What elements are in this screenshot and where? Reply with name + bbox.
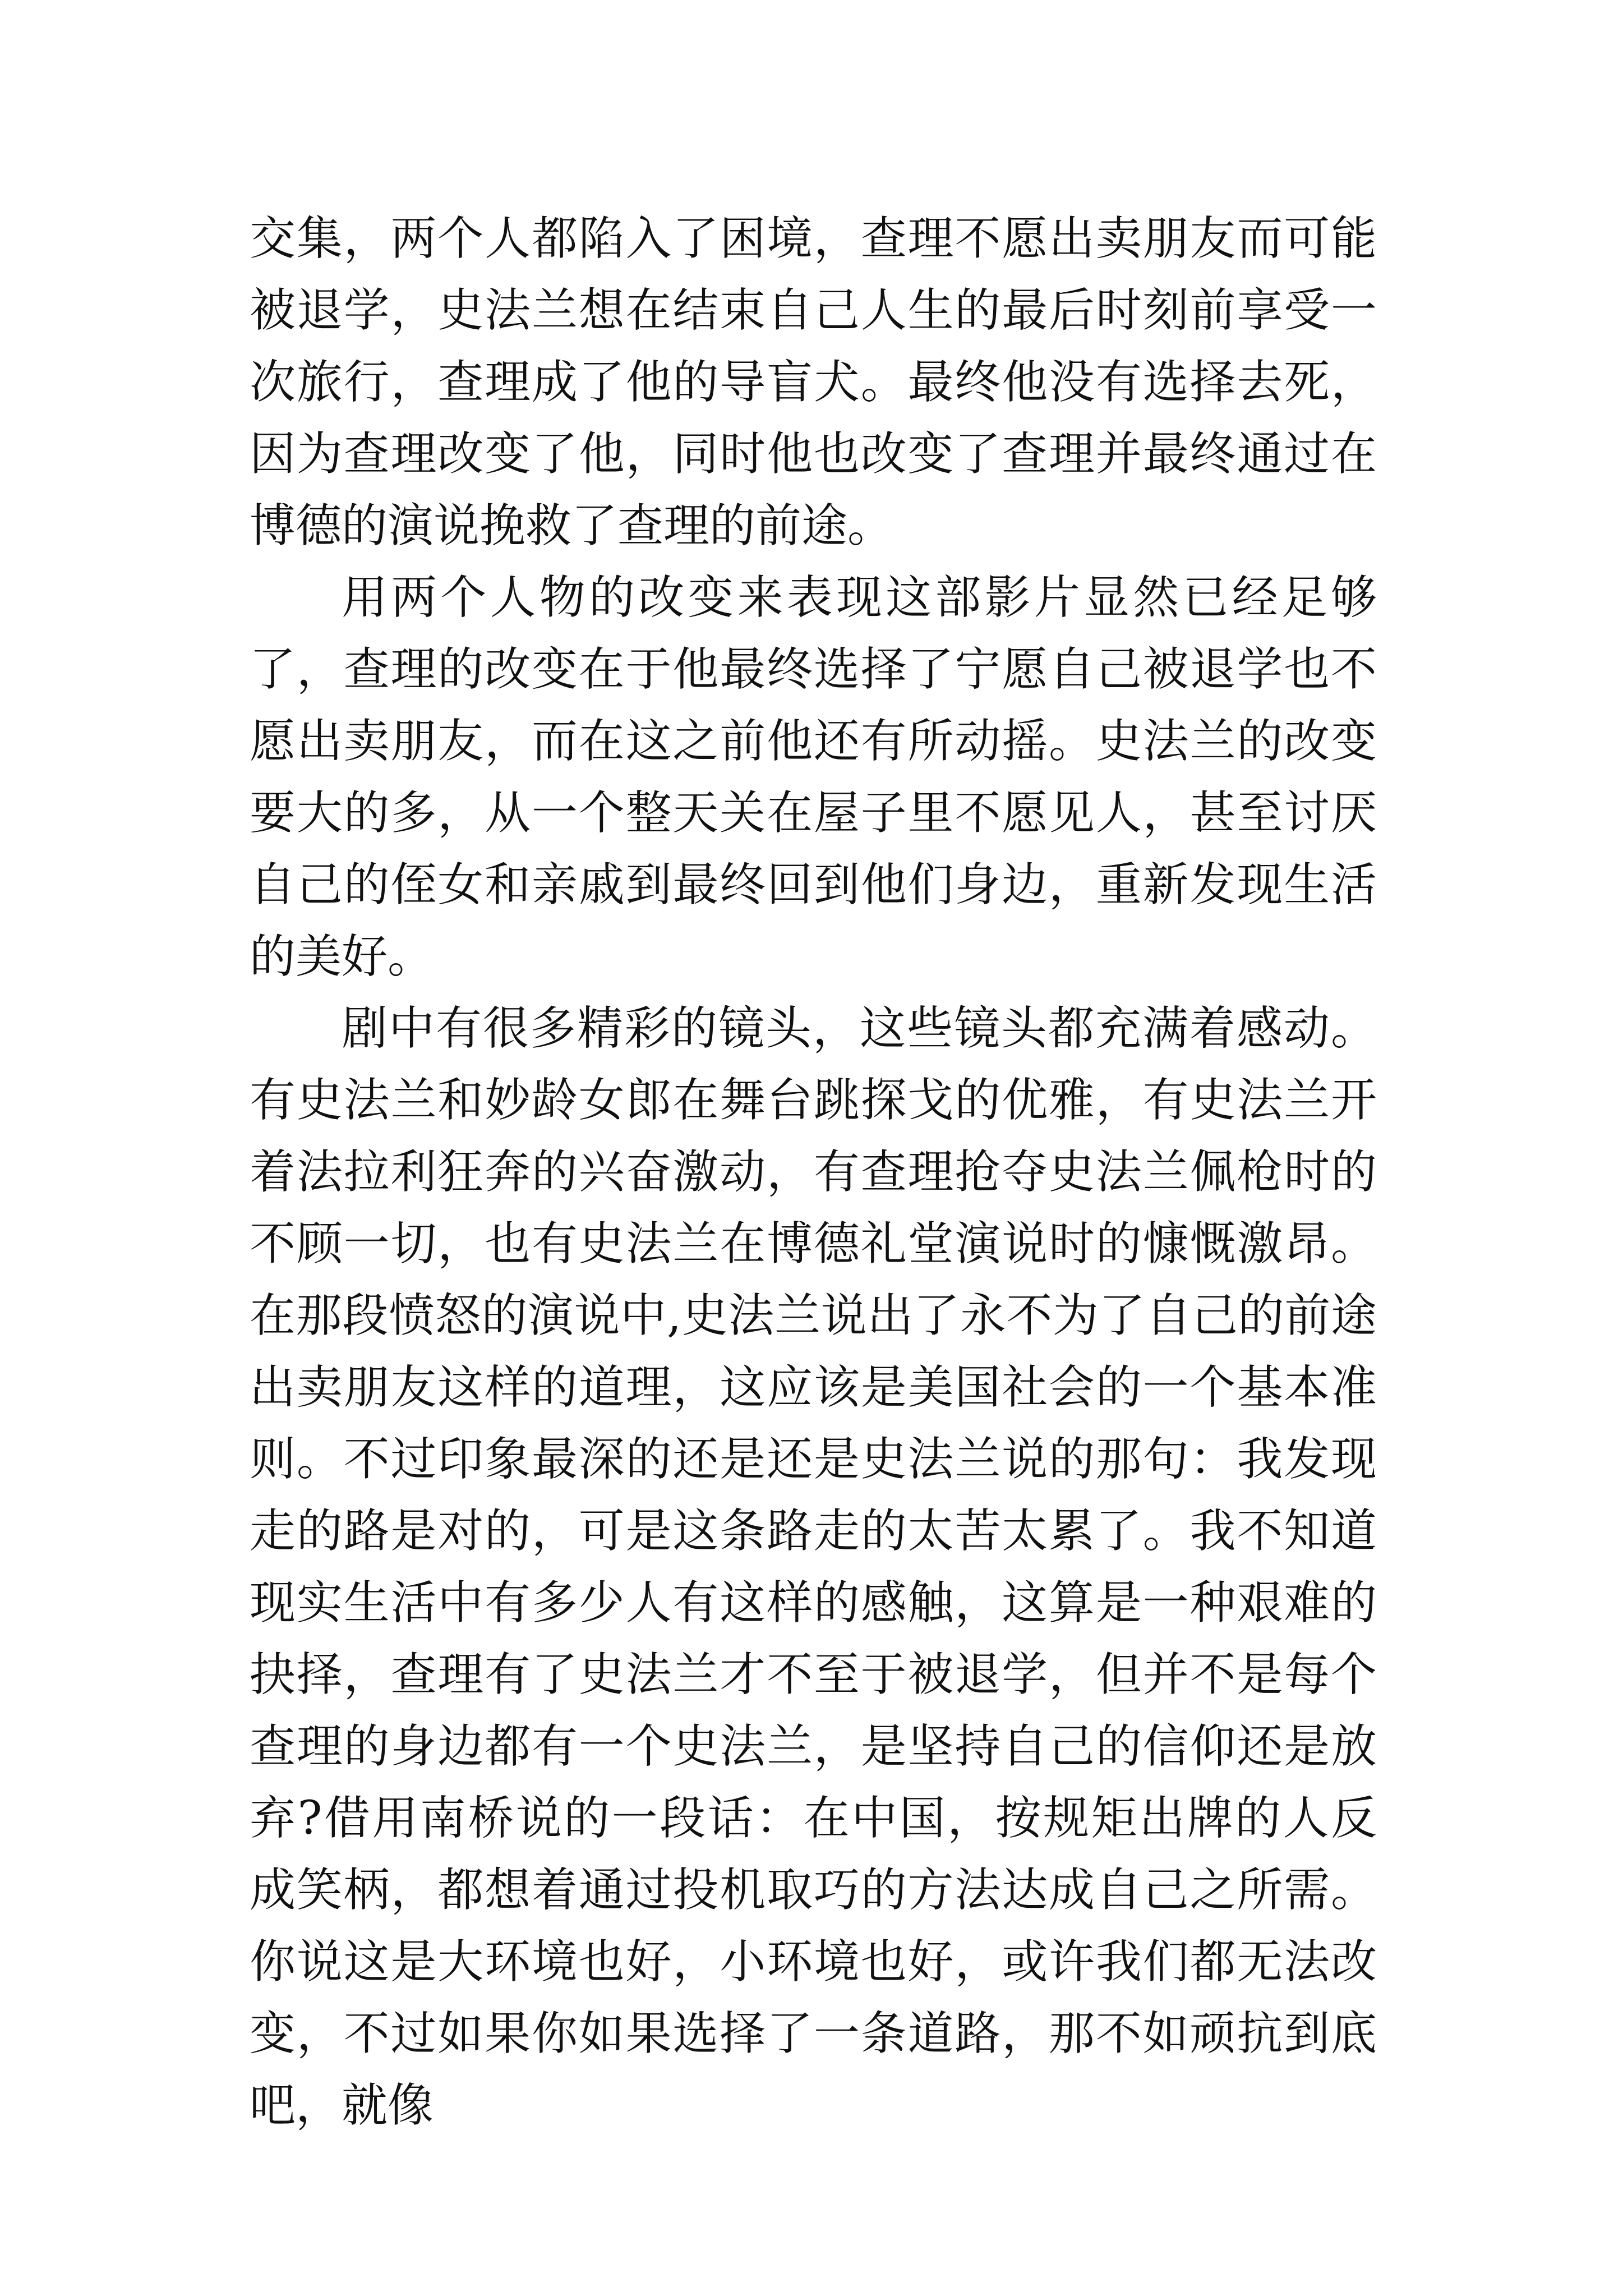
paragraph-1: 交集，两个人都陷入了困境，查理不愿出卖朋友而可能被退学，史法兰想在结束自己人生的最后时刻前享受一次旅行，查理成了他的导盲犬。最终他没有选择去死，因为查理改变了他，同时他也改变了查理并最终通过在博德的演说挽救了查理的前途。 <box>250 212 1377 553</box>
body-text <box>250 203 1377 2142</box>
paragraph-3: 剧中有很多精彩的镜头，这些镜头都充满着感动。有史法兰和妙龄女郎在舞台跳探戈的优雅，有史法兰开着法拉利狂奔的兴奋激动，有查理抢夺史法兰佩枪时的不顾一切，也有史法兰在博德礼堂演说时的慷慨激昂。在那段愤怒的演说中,史法兰说出了永不为了自己的前途出卖朋友这样的道理，这应该是美国社会的一个基本准则。不过印象最深的还是还是史法兰说的那句：我发现走的路是对的，可是这条路走的太苦太累了。我不知道现实生活中有多少人有这样的感触，这算是一种艰难的抉择，查理有了史法兰才不至于被退学，但并不是每个查理的身边都有一个史法兰，是坚持自己的信仰还是放弃?借用南桥说的一段话：在中国，按规矩出牌的人反成笑柄，都想着通过投机取巧的方法达成自己之所需。你说这是大环境也好，小环境也好，或许我们都无法改变，不过如果你如果选择了一条道路，那不如顽抗到底吧，就像 <box>250 1002 1377 2132</box>
paragraph-2: 用两个人物的改变来表现这部影片显然已经足够了，查理的改变在于他最终选择了宁愿自己被退学也不愿出卖朋友，而在这之前他还有所动摇。史法兰的改变要大的多，从一个整天关在屋子里不愿见人，甚至讨厌自己的侄女和亲戚到最终回到他们身边，重新发现生活的美好。 <box>250 571 1377 983</box>
